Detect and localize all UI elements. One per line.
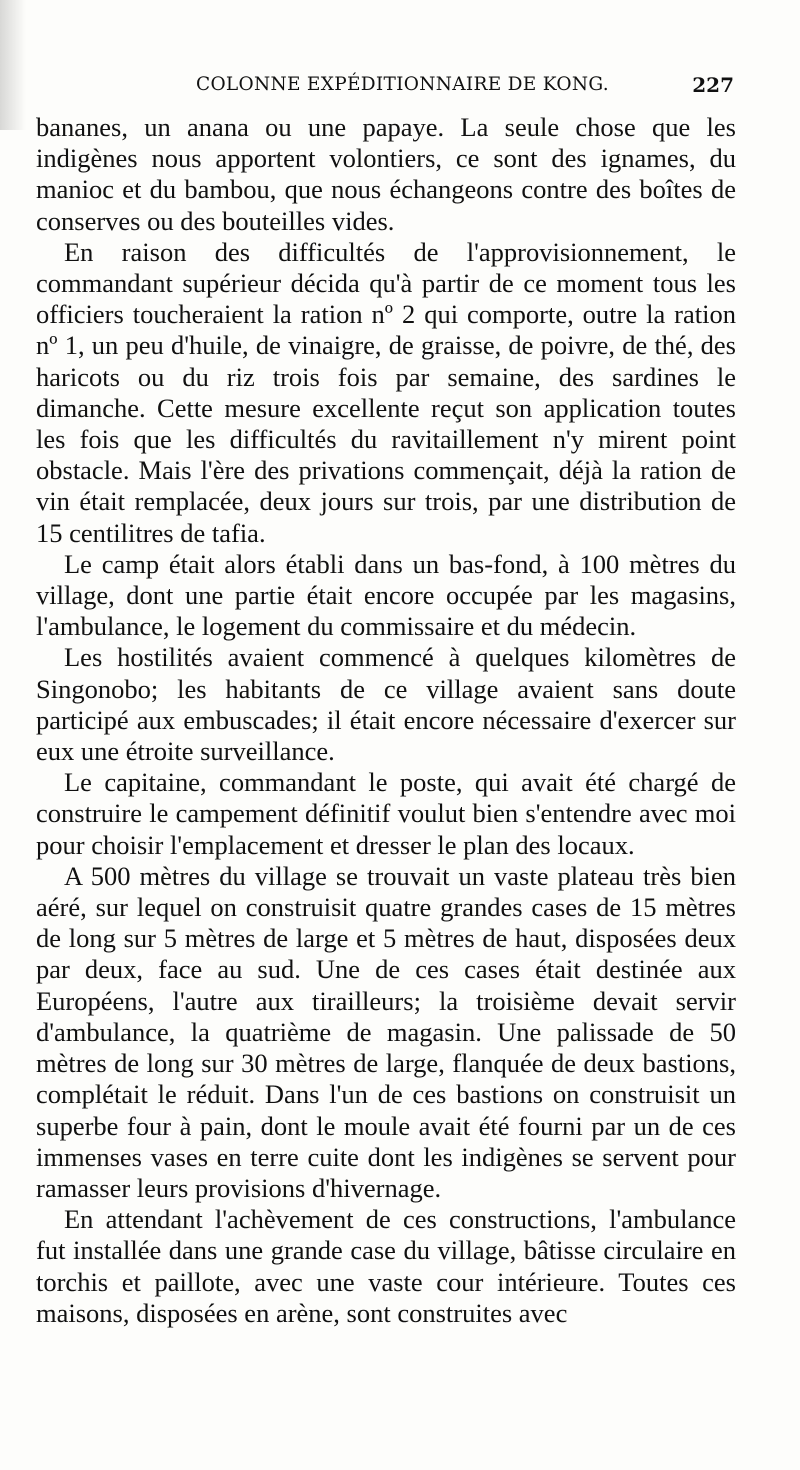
page-edge-shadow: [0, 0, 26, 130]
paragraph-1: bananes, un anana ou une papaye. La seule chose que les indigènes nous apportent volontiers, ce sont des ignames, du manioc et du bambou, que nous échangeons contre des boîtes de conserves ou des bouteilles vides.: [36, 112, 736, 236]
page-number: 227: [692, 73, 734, 97]
body-text: [36, 112, 736, 1329]
paragraph-7: En attendant l'achèvement de ces constructions, l'ambulance fut installée dans une grande case du village, bâtisse circulaire en torchis et paillote, avec une vaste cour intérieure. Toutes ces maisons, disposées en arène, sont construites avec: [36, 1204, 736, 1328]
paragraph-4: Les hostilités avaient commencé à quelques kilomètres de Singonobo; les habitants de ce village avaient sans doute participé aux embuscades; il était encore nécessaire d'exercer sur eux une étroite surveillance.: [36, 642, 736, 767]
paragraph-2: En raison des difficultés de l'approvisionnement, le commandant supérieur décida qu'à partir de ce moment tous les officiers toucheraient la ration nº 2 qui comporte, outre la ration nº 1, un peu d'huile, de vinaigre, de graisse, de poivre, de thé, des haricots ou du riz trois fois par semaine, des sardines le dimanche. Cette mesure excellente reçut son application toutes les fois que les difficultés du ravitaillement n'y mirent point obstacle. Mais l'ère des privations commençait, déjà la ration de vin était remplacée, deux jours sur trois, par une distribution de 15 centilitres de tafia.: [36, 236, 736, 548]
running-header: [64, 70, 734, 106]
running-title: COLONNE EXPÉDITIONNAIRE DE KONG.: [196, 74, 609, 95]
paragraph-3: Le camp était alors établi dans un bas-fond, à 100 mètres du village, dont une partie était encore occupée par les magasins, l'ambulance, le logement du commissaire et du médecin.: [36, 548, 736, 642]
paragraph-6: A 500 mètres du village se trouvait un vaste plateau très bien aéré, sur lequel on construisit quatre grandes cases de 15 mètres de long sur 5 mètres de large et 5 mètres de haut, disposées deux par deux, face au sud. Une de ces cases était destinée aux Européens, l'autre aux tirailleurs; la troisième devait servir d'ambulance, la quatrième de magasin. Une palissade de 50 mètres de long sur 30 mètres de large, flanquée de deux bastions, complétait le réduit. Dans l'un de ces bastions on construisit un superbe four à pain, dont le moule avait été fourni par un de ces immenses vases en terre cuite dont les indigènes se servent pour ramasser leurs provisions d'hivernage.: [36, 860, 736, 1203]
paragraph-5: Le capitaine, commandant le poste, qui avait été chargé de construire le campement définitif voulut bien s'entendre avec moi pour choisir l'emplacement et dresser le plan des locaux.: [36, 767, 736, 860]
